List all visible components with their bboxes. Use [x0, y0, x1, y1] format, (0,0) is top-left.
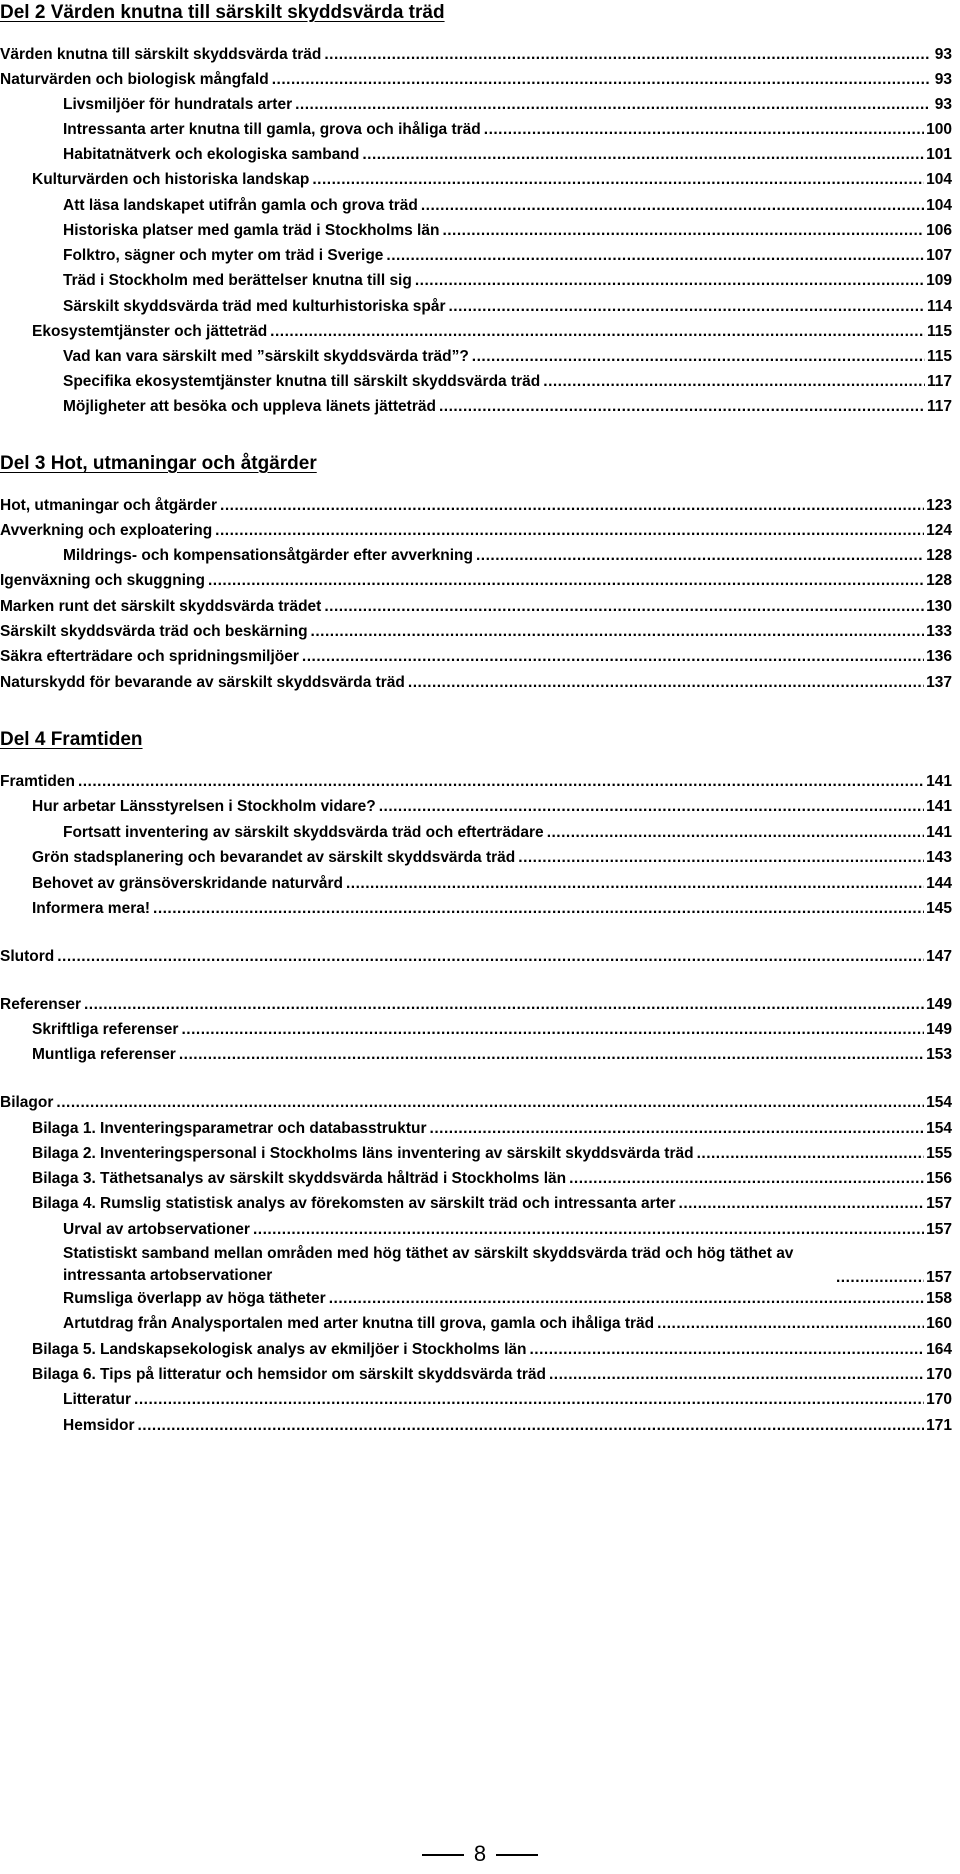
toc-entry-page: 147 — [926, 948, 952, 965]
toc-entry-label: Litteratur — [63, 1391, 132, 1408]
toc-entry-page: 141 — [926, 773, 952, 790]
toc-entry-page: 117 — [926, 373, 952, 390]
toc-entry-label: Bilaga 5. Landskapsekologisk analys av ekmiljöer i Stockholms län — [32, 1341, 527, 1358]
dot-leader — [57, 948, 924, 966]
toc-entry-page: 100 — [926, 121, 952, 138]
toc-entry-label: Träd i Stockholm med berättelser knutna till sig — [63, 272, 412, 289]
toc-entry-label: Bilagor — [0, 1094, 54, 1111]
toc-entry[interactable] — [63, 197, 952, 221]
toc-entry-label: Ekosystemtjänster och jätteträd — [32, 323, 268, 340]
toc-entry-label: Muntliga referenser — [32, 1046, 176, 1063]
dot-leader — [324, 598, 924, 616]
heading-del-3: Del 3 Hot, utmaningar och åtgärder — [0, 453, 317, 474]
toc-entry-label: Hemsidor — [63, 1417, 135, 1434]
toc-entry-page: 141 — [926, 824, 952, 841]
toc-entry-label: Bilaga 4. Rumslig statistisk analys av förekomsten av särskilt träd och intressanta arter — [32, 1195, 676, 1212]
dot-leader — [543, 373, 925, 391]
toc-entry-page: 170 — [926, 1391, 952, 1408]
toc-entry[interactable] — [0, 948, 952, 972]
toc-entry[interactable] — [32, 798, 952, 822]
toc-entry-page: 158 — [926, 1290, 952, 1307]
dot-leader — [476, 547, 924, 565]
dot-leader — [329, 1290, 924, 1308]
toc-entry-page: 107 — [926, 247, 952, 264]
toc-entry-label: Naturskydd för bevarande av särskilt skyddsvärda träd — [0, 674, 405, 691]
heading-del-2: Del 2 Värden knutna till särskilt skyddsvärda träd — [0, 2, 445, 23]
toc-entry-label: Särskilt skyddsvärda träd med kulturhistoriska spår — [63, 298, 446, 315]
toc-entry-label: Bilaga 3. Täthetsanalys av särskilt skyddsvärda hålträd i Stockholms län — [32, 1170, 567, 1187]
dot-leader — [442, 222, 924, 240]
toc-entry-page: 153 — [926, 1046, 952, 1063]
toc-entry-page: 143 — [926, 849, 952, 866]
toc-entry-label: Artutdrag från Analysportalen med arter knutna till grova, gamla och ihåliga träd — [63, 1315, 655, 1332]
toc-entry-label: Värden knutna till särskilt skyddsvärda träd — [0, 46, 322, 63]
toc-entry-label: Att läsa landskapet utifrån gamla och grova träd — [63, 197, 418, 214]
dot-leader — [208, 572, 924, 590]
toc-entry[interactable] — [32, 1170, 952, 1194]
footer-rule-right — [496, 1854, 538, 1856]
dot-leader — [311, 623, 925, 641]
toc-entry-page: 104 — [926, 197, 952, 214]
toc-entry[interactable] — [32, 875, 952, 899]
toc-entry-page: 114 — [926, 298, 952, 315]
toc-entry-page: 137 — [926, 674, 952, 691]
dot-leader — [518, 849, 924, 867]
toc-entry[interactable] — [0, 522, 952, 546]
dot-leader — [484, 121, 924, 139]
toc-entry[interactable] — [63, 373, 952, 397]
toc-entry-page: 154 — [926, 1094, 952, 1111]
toc-entry-label: Urval av artobservationer — [63, 1221, 250, 1238]
toc-entry-page: 155 — [926, 1145, 952, 1162]
dot-leader — [836, 1269, 924, 1287]
toc-entry-label: Intressanta arter knutna till gamla, grova och ihåliga träd — [63, 121, 481, 138]
toc-entry-label: Hur arbetar Länsstyrelsen i Stockholm vidare? — [32, 798, 376, 815]
dot-leader — [346, 875, 924, 893]
toc-entry-page: 157 — [926, 1195, 952, 1212]
toc-entry-page: 149 — [926, 996, 952, 1013]
toc-entry[interactable] — [0, 648, 952, 672]
toc-entry-label: Särskilt skyddsvärda träd och beskärning — [0, 623, 308, 640]
dot-leader — [56, 1094, 924, 1112]
toc-entry[interactable] — [63, 96, 952, 120]
dot-leader — [253, 1221, 924, 1239]
toc-entry-label: Specifika ekosystemtjänster knutna till särskilt skyddsvärda träd — [63, 373, 541, 390]
dot-leader — [153, 900, 924, 918]
toc-entry-page: 115 — [926, 348, 952, 365]
footer-rule-left — [422, 1854, 464, 1856]
toc-entry-label: Historiska platser med gamla träd i Stockholms län — [63, 222, 440, 239]
toc-entry[interactable] — [32, 1145, 952, 1169]
toc-entry[interactable] — [63, 824, 952, 848]
toc-entry-page: 170 — [926, 1366, 952, 1383]
toc-entry-page: 144 — [926, 875, 952, 892]
page-number-text: 8 — [473, 1841, 487, 1866]
toc-entry[interactable] — [0, 572, 952, 596]
toc-entry-page: 154 — [926, 1120, 952, 1137]
toc-entry-label: Framtiden — [0, 773, 75, 790]
toc-entry[interactable] — [63, 298, 952, 322]
toc-entry[interactable] — [32, 323, 952, 347]
toc-entry-page: 156 — [926, 1170, 952, 1187]
toc-entry-label: Igenväxning och skuggning — [0, 572, 205, 589]
toc-entry[interactable] — [63, 121, 952, 145]
dot-leader — [295, 96, 930, 114]
toc-entry-label: Habitatnätverk och ekologiska samband — [63, 146, 360, 163]
toc-entry[interactable] — [0, 71, 952, 95]
dot-leader — [421, 197, 924, 215]
toc-entry-label: Rumsliga överlapp av höga tätheter — [63, 1290, 326, 1307]
toc-entry[interactable] — [63, 547, 952, 571]
toc-entry-page: 101 — [926, 146, 952, 163]
toc-entry[interactable] — [0, 623, 952, 647]
toc-entry[interactable] — [63, 272, 952, 296]
toc-entry-label: Hot, utmaningar och åtgärder — [0, 497, 218, 514]
dot-leader — [449, 298, 925, 316]
toc-entry[interactable] — [32, 900, 952, 924]
toc-entry-label: Livsmiljöer för hundratals arter — [63, 96, 293, 113]
toc-entry-label: Informera mera! — [32, 900, 151, 917]
dot-leader — [439, 398, 925, 416]
dot-leader — [529, 1341, 924, 1359]
dot-leader — [84, 996, 924, 1014]
dot-leader — [138, 1417, 925, 1435]
toc-entry-label: Naturvärden och biologisk mångfald — [0, 71, 269, 88]
toc-entry-page: 149 — [926, 1021, 952, 1038]
toc-entry[interactable] — [63, 1290, 952, 1314]
toc-entry-page: 171 — [926, 1417, 952, 1434]
dot-leader — [569, 1170, 924, 1188]
toc-entry[interactable] — [63, 348, 952, 372]
toc-entry[interactable] — [63, 247, 952, 271]
dot-leader — [679, 1195, 925, 1213]
toc-entry-label: Möjligheter att besöka och uppleva länets jätteträd — [63, 398, 436, 415]
toc-entry[interactable] — [63, 146, 952, 170]
toc-entry-page: 123 — [926, 497, 952, 514]
toc-entry-page: 124 — [926, 522, 952, 539]
toc-entry[interactable] — [0, 46, 952, 70]
toc-entry-page: 128 — [926, 547, 952, 564]
toc-entry-label: Behovet av gränsöverskridande naturvård — [32, 875, 343, 892]
toc-entry[interactable] — [32, 1120, 952, 1144]
toc-entry-label: Marken runt det särskilt skyddsvärda trädet — [0, 598, 322, 615]
dot-leader — [302, 648, 924, 666]
toc-entry-label: Vad kan vara särskilt med ”särskilt skyddsvärda träd”? — [63, 348, 469, 365]
toc-entry[interactable] — [63, 222, 952, 246]
dot-leader — [312, 171, 924, 189]
toc-entry-label: Skriftliga referenser — [32, 1021, 179, 1038]
toc-entry[interactable] — [63, 1315, 952, 1339]
page-number — [0, 1841, 960, 1867]
dot-leader — [697, 1145, 925, 1163]
toc-entry-page: 164 — [926, 1341, 952, 1358]
dot-leader — [324, 46, 930, 64]
toc-entry[interactable] — [32, 1021, 952, 1045]
toc-entry[interactable] — [0, 497, 952, 521]
toc-entry-label: Statistiskt samband mellan områden med hög täthet av särskilt skyddsvärda träd och hög täthet av intressanta artobservationer — [63, 1243, 834, 1287]
toc-entry-page: 106 — [926, 222, 952, 239]
toc-entry[interactable] — [0, 674, 952, 698]
dot-leader — [181, 1021, 924, 1039]
toc-entry[interactable] — [0, 773, 952, 797]
toc-entry-page: 104 — [926, 171, 952, 188]
toc-entry-page: 93 — [934, 96, 952, 113]
toc-entry[interactable] — [32, 849, 952, 873]
toc-entry-label: Säkra efterträdare och spridningsmiljöer — [0, 648, 299, 665]
dot-leader — [179, 1046, 924, 1064]
toc-entry-page: 157 — [926, 1221, 952, 1238]
dot-leader — [472, 348, 925, 366]
toc-entry-page: 93 — [934, 46, 952, 63]
toc-entry[interactable] — [32, 1046, 952, 1070]
toc-entry[interactable] — [32, 1341, 952, 1365]
toc-entry[interactable] — [32, 1195, 952, 1219]
dot-leader — [362, 146, 924, 164]
dot-leader — [78, 773, 924, 791]
dot-leader — [549, 1366, 924, 1384]
dot-leader — [220, 497, 924, 515]
toc-entry-page: 136 — [926, 648, 952, 665]
toc-entry-label: Avverkning och exploatering — [0, 522, 213, 539]
toc-entry[interactable] — [63, 398, 952, 422]
toc-entry-page: 130 — [926, 598, 952, 615]
toc-entry[interactable] — [63, 1241, 952, 1287]
toc-entry-label: Grön stadsplanering och bevarandet av särskilt skyddsvärda träd — [32, 849, 516, 866]
toc-entry-page: 133 — [926, 623, 952, 640]
toc-entry[interactable] — [63, 1391, 952, 1415]
dot-leader — [408, 674, 924, 692]
dot-leader — [386, 247, 924, 265]
dot-leader — [272, 71, 930, 89]
toc-entry-page: 93 — [934, 71, 952, 88]
toc-entry-page: 117 — [926, 398, 952, 415]
toc-entry-label: Referenser — [0, 996, 81, 1013]
toc-entry-page: 145 — [926, 900, 952, 917]
toc-entry-page: 109 — [926, 272, 952, 289]
toc-entry-label: Slutord — [0, 948, 55, 965]
toc-entry[interactable] — [0, 996, 952, 1020]
dot-leader — [379, 798, 924, 816]
dot-leader — [415, 272, 924, 290]
dot-leader — [430, 1120, 925, 1138]
toc-entry-page: 141 — [926, 798, 952, 815]
toc-entry[interactable] — [32, 171, 952, 195]
toc-entry[interactable] — [32, 1366, 952, 1390]
toc-entry[interactable] — [0, 1094, 952, 1118]
toc-entry-label: Mildrings- och kompensationsåtgärder efter avverkning — [63, 547, 473, 564]
toc-entry-page: 115 — [926, 323, 952, 340]
toc-entry-label: Bilaga 2. Inventeringspersonal i Stockholms läns inventering av särskilt skyddsvärda träd — [32, 1145, 694, 1162]
toc-entry-label: Bilaga 1. Inventeringsparametrar och databasstruktur — [32, 1120, 427, 1137]
toc-entry[interactable] — [0, 598, 952, 622]
toc-entry-page: 157 — [926, 1269, 952, 1286]
heading-del-4: Del 4 Framtiden — [0, 729, 143, 750]
toc-entry-label: Kulturvärden och historiska landskap — [32, 171, 310, 188]
toc-entry-label: Folktro, sägner och myter om träd i Sverige — [63, 247, 384, 264]
dot-leader — [657, 1315, 924, 1333]
dot-leader — [134, 1391, 924, 1409]
toc-entry-label: Bilaga 6. Tips på litteratur och hemsidor om särskilt skyddsvärda träd — [32, 1366, 546, 1383]
dot-leader — [215, 522, 924, 540]
dot-leader — [270, 323, 925, 341]
toc-entry[interactable] — [63, 1417, 952, 1441]
toc-entry-label: Fortsatt inventering av särskilt skyddsvärda träd och efterträdare — [63, 824, 544, 841]
toc-entry-page: 160 — [926, 1315, 952, 1332]
toc-entry-page: 128 — [926, 572, 952, 589]
dot-leader — [547, 824, 924, 842]
